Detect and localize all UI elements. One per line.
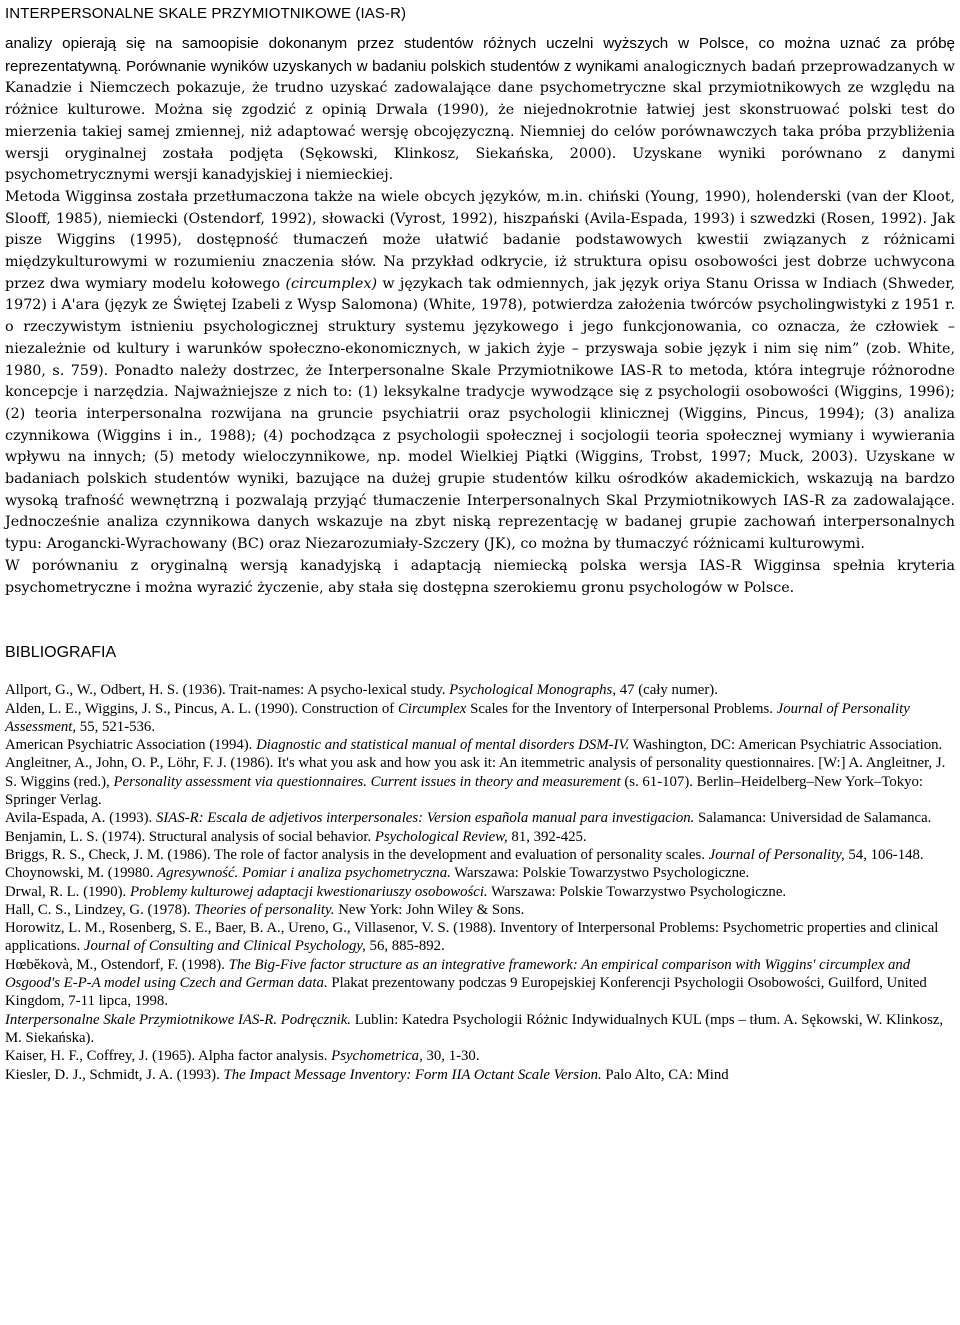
bibliography-entry [5, 883, 955, 901]
paragraph-translations: Metoda Wigginsa została przetłumaczona także na wiele obcych języków, m.in. chiński (Young, 1990), holenderski (van der Kloot, Slooff, 1985), niemiecki (Ostendorf, 1992), słowacki (Vyrost, 1992), hiszpański (Avila-Espada, 1993) i szwedzki (Rosen, 1992). Jak pisze Wiggins (1995), dostępność tłumaczeń może ułatwić badanie podstawowych kwestii związanych z różnicami międzykulturowymi w rozumieniu znaczenia słów. Na przykład odkrycie, iż struktura opisu osobowości jest dobrze uchwycona przez dwa wymiary modelu kołowego [5, 188, 955, 292]
bibliography-entry-text: 55, 521-536. [76, 718, 156, 735]
bibliography-entry-text: Palo Alto, CA: Mind [601, 1066, 729, 1083]
bibliography-entry [5, 681, 955, 699]
document-page [5, 0, 955, 1084]
bibliography-entry-text: 56, 885-892. [365, 938, 445, 955]
paragraph-intro-serif: analogicznych badań przeprowadzanych w Kanadzie i Niemczech pokazuje, że trudno uzyskać zadowalające dane psychometryczne skal przymiotnikowych ze względu na różnice kulturowe. Można się zgodzić z opinią Drwala (1990), że niejednokrotnie łatwiej jest skonstruować polski test do mierzenia takiej samej zmiennej, niż adaptować wersję obcojęzyczną. Niemniej do celów porównawczych taka próba przybliżenia wersji oryginalnej została podjęta (Sękowski, Klinkosz, Siekańska, 2000). Uzyskane wyniki porównano z danymi psychometrycznymi wersji kanadyjskiej i niemieckiej. [5, 58, 956, 184]
bibliography-entry-title: The Big-Five factor structure as an integrative framework: An empirical comparison with Wiggins' circumplex and Osgood's E-P-A model using Czech and German data. [5, 956, 911, 992]
bibliography-entry-text: Drwal, R. L. (1990). [5, 883, 130, 900]
bibliography-entry-text: Horowitz, L. M., Rosenberg, S. E., Baer, B. A., Ureno, G., Villasenor, V. S. (1988). Inventory of Interpersonal Problems: Psychometric properties and clinical applications. [5, 920, 939, 955]
paragraph-intro-sans: analizy opierają się na samoopisie dokonanym przez studentów różnych uczelni wyższych w Polsce, co można uznać za próbę reprezentatywną. Porównanie wyników uzyskanych w badaniu polskich studentów z wynikami [5, 35, 955, 75]
bibliography-entry-text: Allport, G., W., Odbert, H. S. (1936). Trait-names: A psycho-lexical study. [5, 682, 450, 699]
bibliography-entry-text: Kiesler, D. J., Schmidt, J. A. (1993). [5, 1066, 224, 1083]
bibliography-entry [5, 864, 955, 882]
bibliography-entry-text: Warszawa: Polskie Towarzystwo Psychologiczne. [450, 865, 750, 882]
bibliography-entry-text: Choynowski, M. (19980. [5, 865, 158, 882]
bibliography-entry [5, 919, 955, 956]
bibliography-entry-text: Briggs, R. S., Check, J. M. (1986). The role of factor analysis in the development and evaluation of personality scales. [5, 846, 709, 863]
bibliography-entry-text: Warszawa: Polskie Towarzystwo Psychologiczne. [487, 883, 787, 900]
bibliography-entry-text: Hœbĕkovà, M., Ostendorf, F. (1998). [5, 956, 229, 973]
bibliography-entry [5, 828, 955, 846]
bibliography-entry-title: Interpersonalne Skale Przymiotnikowe IAS-R. Podręcznik. [5, 1011, 351, 1028]
circumplex-term: (circumplex) [285, 275, 378, 292]
bibliography-entry-text: Washington, DC: American Psychiatric Association. [629, 737, 943, 754]
bibliography-entry-title: Psychometrica, [331, 1048, 423, 1065]
bibliography-entry-text: (s. 61-107). Berlin–Heidelberg–New York–Tokyo: Springer Verlag. [5, 773, 924, 809]
bibliography-entry-text: 81, 392-425. [507, 828, 587, 845]
bibliography-entry [5, 956, 955, 1011]
bibliography-entry-text: Alden, L. E., Wiggins, J. S., Pincus, A. L. (1990). Construction of [5, 700, 398, 717]
bibliography-entry [5, 901, 955, 919]
bibliography-entry-text: 54, 106-148. [844, 846, 924, 863]
bibliography-entry-title: Problemy kulturowej adaptacji kwestionariuszy osobowości. [129, 883, 488, 900]
bibliography-entry-title: Psychological Monographs [449, 682, 613, 699]
bibliography-entry-text: Hall, C. S., Lindzey, G. (1978). [5, 901, 195, 918]
bibliography-entry-text: 30, 1-30. [422, 1048, 480, 1065]
bibliography-entry [5, 846, 955, 864]
bibliography-entry [5, 809, 955, 827]
bibliography-entry-text: Angleitner, A., John, O. P., Löhr, F. J. (1986). It's what you ask and how you ask it: An itemmetric analysis of personality questionnaires. [W:] A. Angleitner, J. S. Wiggins (red.), [5, 755, 946, 790]
bibliography-entry-title: The Impact Message Inventory: Form IIA Octant Scale Version. [223, 1066, 602, 1083]
bibliography-entry [5, 1011, 955, 1048]
body-text [5, 33, 955, 599]
bibliography-entry-text: American Psychiatric Association (1994). [5, 737, 257, 754]
bibliography-entry-title: Agresywność. Pomiar i analiza psychometryczna. [157, 865, 451, 882]
bibliography-entry-title: Journal of Personality, [708, 846, 845, 863]
bibliography-entry-text: Avila-Espada, A. (1993). [5, 810, 156, 827]
bibliography-entry-title: Journal of Personality Assessment, [5, 700, 910, 735]
bibliography-entry-title: SIAS-R: Escala de adjetivos interpersonales: Version española manual para investigacion. [155, 810, 695, 827]
bibliography-entry-text: Scales for the Inventory of Interpersonal Problems. [466, 700, 777, 717]
bibliography-entry-text: Lublin: Katedra Psychologii Różnic Indywidualnych KUL (mps – tłum. A. Sękowski, W. Klinkosz, M. Siekańska). [5, 1011, 944, 1046]
bibliography-entry-title: Journal of Consulting and Clinical Psychology, [83, 938, 366, 955]
bibliography-entry-title: Diagnostic and statistical manual of mental disorders DSM-IV. [256, 737, 630, 754]
bibliography-entry-title: Personality assessment via questionnaires. Current issues in theory and measurement [113, 773, 621, 790]
bibliography-entry-text: Kaiser, H. F., Coffrey, J. (1965). Alpha factor analysis. [5, 1048, 332, 1065]
bibliography-entry [5, 1066, 955, 1084]
bibliography-entry-text: Benjamin, L. S. (1974). Structural analysis of social behavior. [5, 828, 375, 845]
bibliography-entry [5, 736, 955, 754]
paragraph-conclusion: W porównaniu z oryginalną wersją kanadyjską i adaptacją niemiecką polska wersja IAS-R Wigginsa spełnia kryteria psychometryczne i można wyrazić życzenie, aby stała się dostępna szerokiemu gronu psychologów w Polsce. [5, 557, 955, 596]
bibliography-entry-text: New York: John Wiley & Sons. [334, 901, 525, 918]
bibliography-entry-text: Salamanca: Universidad de Salamanca. [694, 810, 932, 827]
bibliography-entry [5, 754, 955, 809]
bibliography-list [5, 681, 955, 1084]
bibliography-entry [5, 1047, 955, 1065]
bibliography-entry-title: Psychological Review, [374, 828, 508, 845]
bibliography-entry-title: Theories of personality. [194, 901, 335, 918]
running-header: INTERPERSONALNE SKALE PRZYMIOTNIKOWE (IAS-R) [5, 5, 407, 22]
bibliography-heading: BIBLIOGRAFIA [5, 644, 117, 662]
bibliography-entry-text: , 47 (cały numer). [612, 682, 718, 699]
bibliography-entry-title: Circumplex [397, 700, 467, 717]
bibliography-entry [5, 700, 955, 737]
bibliography-entry-text: Plakat prezentowany podczas 9 Europejskiej Konferencji Psychologii Osobowości, Guilford, United Kingdom, 7-11 lipca, 1998. [5, 975, 927, 1010]
paragraph-translations-cont: w językach tak odmiennych, jak język oriya Stanu Orissa w Indiach (Shweder, 1972) i A'ara (język ze Świętej Izabeli z Wysp Salomona) (White, 1978), potwierdza założenia twórców psycholingwistyki z 1951 r. o rzeczywistym istnieniu psychologicznej struktury systemu językowego i jego funkcjonowania, co oznacza, że człowiek – niezależnie od kultury i warunków społeczno-ekonomicznych, w jakich żyje – przyswaja sobie język i nim się nim” (zob. White, 1980, s. 759). Ponadto należy dostrzec, że Interpersonalne Skale Przymiotnikowe IAS-R to metoda, która integruje różnorodne koncepcje i narzędzia. Najważniejsze z nich to: (1) leksykalne tradycje wywodzące się z psychologii osobowości (Wiggins, 1996); (2) teoria interpersonalna rozwijana na gruncie psychiatrii oraz psychologii klinicznej (Wiggins, Pincus, 1994); (3) analiza czynnikowa (Wiggins i in., 1988); (4) pochodząca z psychologii społecznej i socjologii teoria społecznej wymiany i wywierania wpływu na innych; (5) metody wieloczynnikowe, np. model Wielkiej Piątki (Wiggins, Trobst, 1997; Muck, 2003). Uzyskane w badaniach polskich studentów wyniki, bazujące na dużej grupie studentów kilku ośrodków akademickich, wskazują na bardzo wysoką trafność wewnętrzną i pozwalają przyjąć tłumaczenie Interpersonalnych Skal Przymiotnikowych IAS-R za zadowalające. Jednocześnie analiza czynnikowa danych wskazuje na zbyt niską reprezentację w badanej grupie zachowań interpersonalnych typu: Aroganckі-Wyrachowany (BC) oraz Niezarozumiały-Szczery (JK), co można by tłumaczyć różnicami kulturowymi. [5, 275, 955, 553]
